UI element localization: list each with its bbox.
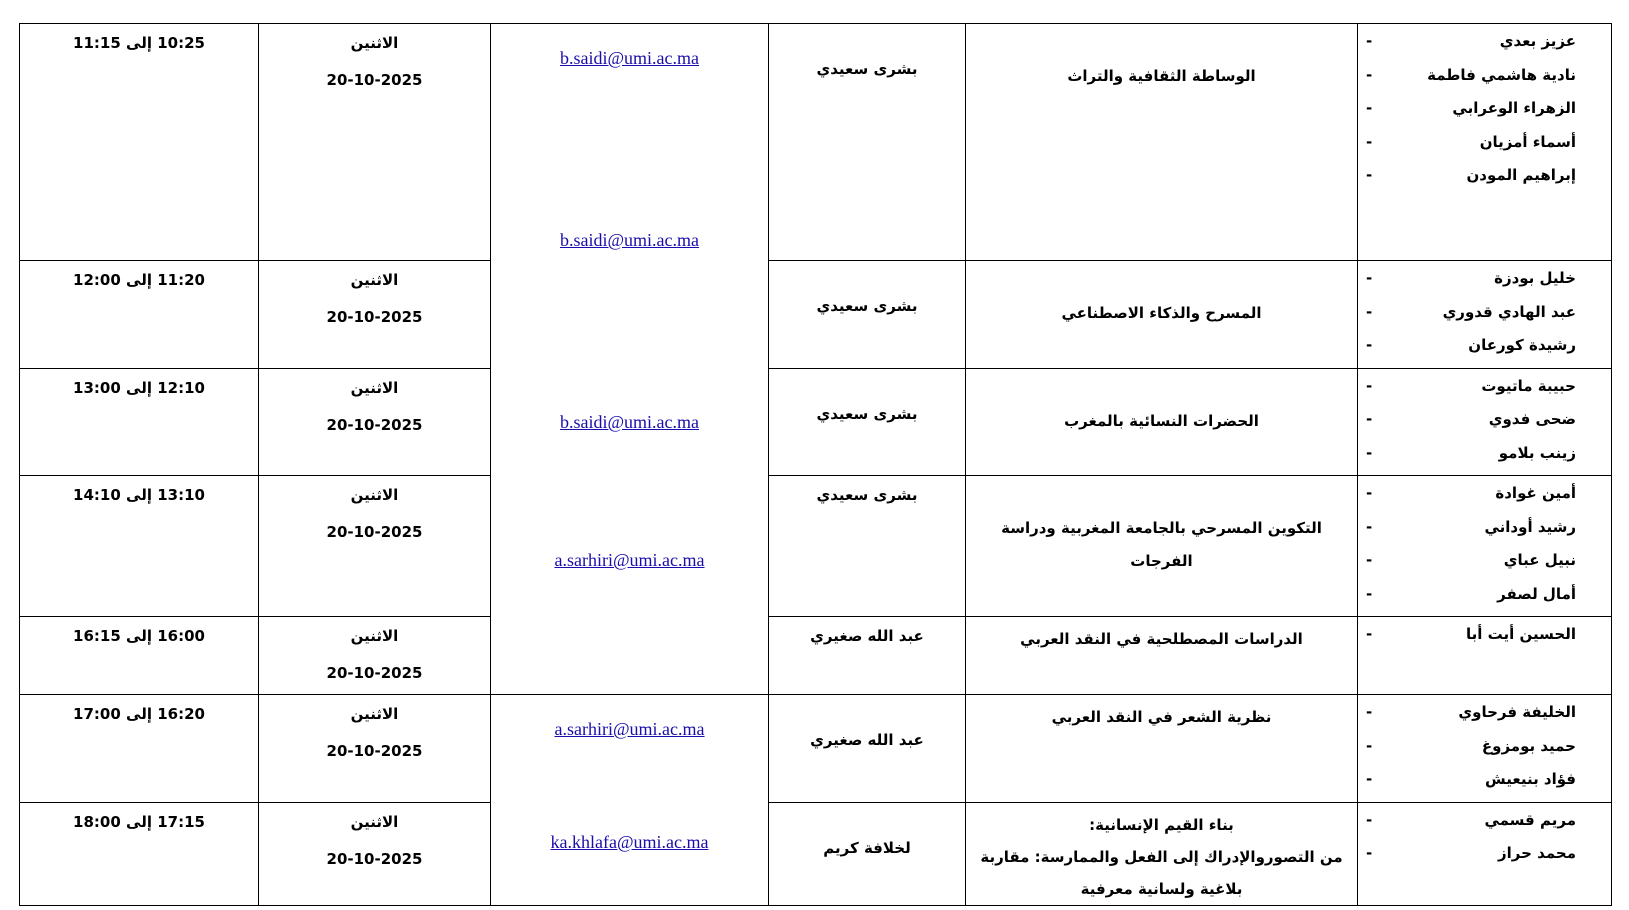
thesis-title-line: الوساطة الثقافية والتراث — [1067, 67, 1256, 85]
thesis-title-line: نظرية الشعر في النقد العربي — [1051, 708, 1272, 726]
thesis-title-cell — [966, 24, 1358, 261]
student-name: حبيبة ماتيوت - — [1358, 375, 1611, 409]
time-slot: 12:10 إلى 13:00 — [20, 368, 259, 476]
student-name: نادية هاشمي فاطمة - — [1358, 64, 1611, 98]
professor-name: عبد الله صغيري — [769, 617, 966, 695]
student-name: نبيل عباي - — [1358, 549, 1611, 583]
students-cell — [1358, 476, 1612, 617]
student-name: حميد بومزوغ - — [1358, 735, 1611, 769]
date-cell — [259, 695, 491, 803]
student-name: عبد الهادي قدوري - — [1358, 301, 1611, 335]
thesis-title-line: التكوين المسرحي بالجامعة المغربية ودراسة — [1001, 519, 1322, 537]
email-link[interactable]: a.sarhiri@umi.ac.ma — [554, 719, 705, 739]
professor-name: بشرى سعيدي — [769, 476, 966, 617]
date-cell — [259, 261, 491, 369]
students-cell — [1358, 24, 1612, 261]
students-cell — [1358, 261, 1612, 369]
professor-name: لخلافة كريم — [769, 802, 966, 905]
table-row — [20, 24, 1612, 261]
date-cell — [259, 368, 491, 476]
email-link[interactable]: b.saidi@umi.ac.ma — [559, 230, 700, 250]
student-name: زينب بلامو - — [1358, 442, 1611, 476]
table-row — [20, 617, 1612, 695]
student-name: محمد حراز - — [1358, 842, 1611, 876]
time-slot: 17:15 إلى 18:00 — [20, 802, 259, 905]
thesis-title-cell — [966, 617, 1358, 695]
time-slot: 11:20 إلى 12:00 — [20, 261, 259, 369]
day-label: الاثنين — [350, 378, 399, 397]
students-cell — [1358, 802, 1612, 905]
student-name: مريم قسمي - — [1358, 809, 1611, 843]
student-name: ضحى فدوي - — [1358, 408, 1611, 442]
email-link[interactable]: b.saidi@umi.ac.ma — [559, 48, 700, 68]
date-label: 20-10-2025 — [326, 415, 423, 434]
date-label: 20-10-2025 — [326, 71, 423, 89]
students-cell — [1358, 617, 1612, 695]
professor-name: بشرى سعيدي — [769, 368, 966, 476]
thesis-title-line: بناء القيم الإنسانية: — [1089, 815, 1234, 834]
table-row — [20, 695, 1612, 803]
thesis-title-line: الحضرات النسائية بالمغرب — [1064, 411, 1259, 430]
day-label: الاثنين — [350, 34, 399, 52]
time-slot: 16:20 إلى 17:00 — [20, 695, 259, 803]
thesis-title-line: الدراسات المصطلحية في النقد العربي — [1020, 630, 1303, 648]
student-name: أسماء أمزيان - — [1358, 131, 1611, 165]
professor-name: بشرى سعيدي — [769, 24, 966, 261]
day-label: الاثنين — [350, 271, 399, 289]
date-cell — [259, 24, 491, 261]
day-label: الاثنين — [350, 705, 399, 723]
date-label: 20-10-2025 — [326, 742, 423, 760]
date-label: 20-10-2025 — [326, 523, 423, 541]
email-link[interactable]: ka.khlafa@umi.ac.ma — [550, 832, 709, 852]
thesis-title-line: من التصوروالإدراك إلى الفعل والممارسة: مقاربة — [980, 847, 1343, 866]
thesis-title-cell — [966, 802, 1358, 905]
student-name: إبراهيم المودن - — [1358, 164, 1611, 198]
professor-name: عبد الله صغيري — [769, 695, 966, 803]
day-label: الاثنين — [350, 486, 399, 504]
student-name: عزيز بعدي - — [1358, 30, 1611, 64]
students-cell — [1358, 368, 1612, 476]
email-cell — [491, 695, 769, 906]
student-name: الحسين أيت أبا - — [1358, 623, 1611, 657]
table-row — [20, 802, 1612, 905]
thesis-title-cell — [966, 261, 1358, 369]
student-name: الخليفة فرحاوي - — [1358, 701, 1611, 735]
date-label: 20-10-2025 — [326, 308, 423, 326]
student-name: أمين غوادة - — [1358, 482, 1611, 516]
date-cell — [259, 617, 491, 695]
thesis-title-line: الفرجات — [1130, 552, 1193, 570]
table-row — [20, 261, 1612, 369]
student-name: رشيد أوداني - — [1358, 516, 1611, 550]
time-slot: 10:25 إلى 11:15 — [20, 24, 259, 261]
student-name: خليل بودزة - — [1358, 267, 1611, 301]
time-slot: 16:00 إلى 16:15 — [20, 617, 259, 695]
student-name: أمال لصفر - — [1358, 583, 1611, 617]
thesis-title-line: بلاغية ولسانية معرفية — [1080, 879, 1243, 898]
student-name: رشيدة كورعان - — [1358, 334, 1611, 368]
professor-name: بشرى سعيدي — [769, 261, 966, 369]
thesis-title-cell — [966, 695, 1358, 803]
thesis-title-cell — [966, 476, 1358, 617]
time-slot: 13:10 إلى 14:10 — [20, 476, 259, 617]
email-link[interactable]: b.saidi@umi.ac.ma — [559, 412, 700, 432]
date-cell — [259, 476, 491, 617]
table-row — [20, 476, 1612, 617]
students-cell — [1358, 695, 1612, 803]
student-name: فؤاد بنيعيش - — [1358, 768, 1611, 802]
day-label: الاثنين — [350, 812, 399, 831]
schedule-table — [19, 23, 1612, 906]
day-label: الاثنين — [350, 627, 399, 645]
date-label: 20-10-2025 — [326, 664, 423, 682]
table-row — [20, 368, 1612, 476]
thesis-title-line: المسرح والذكاء الاصطناعي — [1061, 304, 1262, 322]
email-cell — [491, 24, 769, 695]
date-cell — [259, 802, 491, 905]
thesis-title-cell — [966, 368, 1358, 476]
email-link[interactable]: a.sarhiri@umi.ac.ma — [554, 550, 705, 570]
date-label: 20-10-2025 — [326, 849, 423, 868]
student-name: الزهراء الوعرابي - — [1358, 97, 1611, 131]
